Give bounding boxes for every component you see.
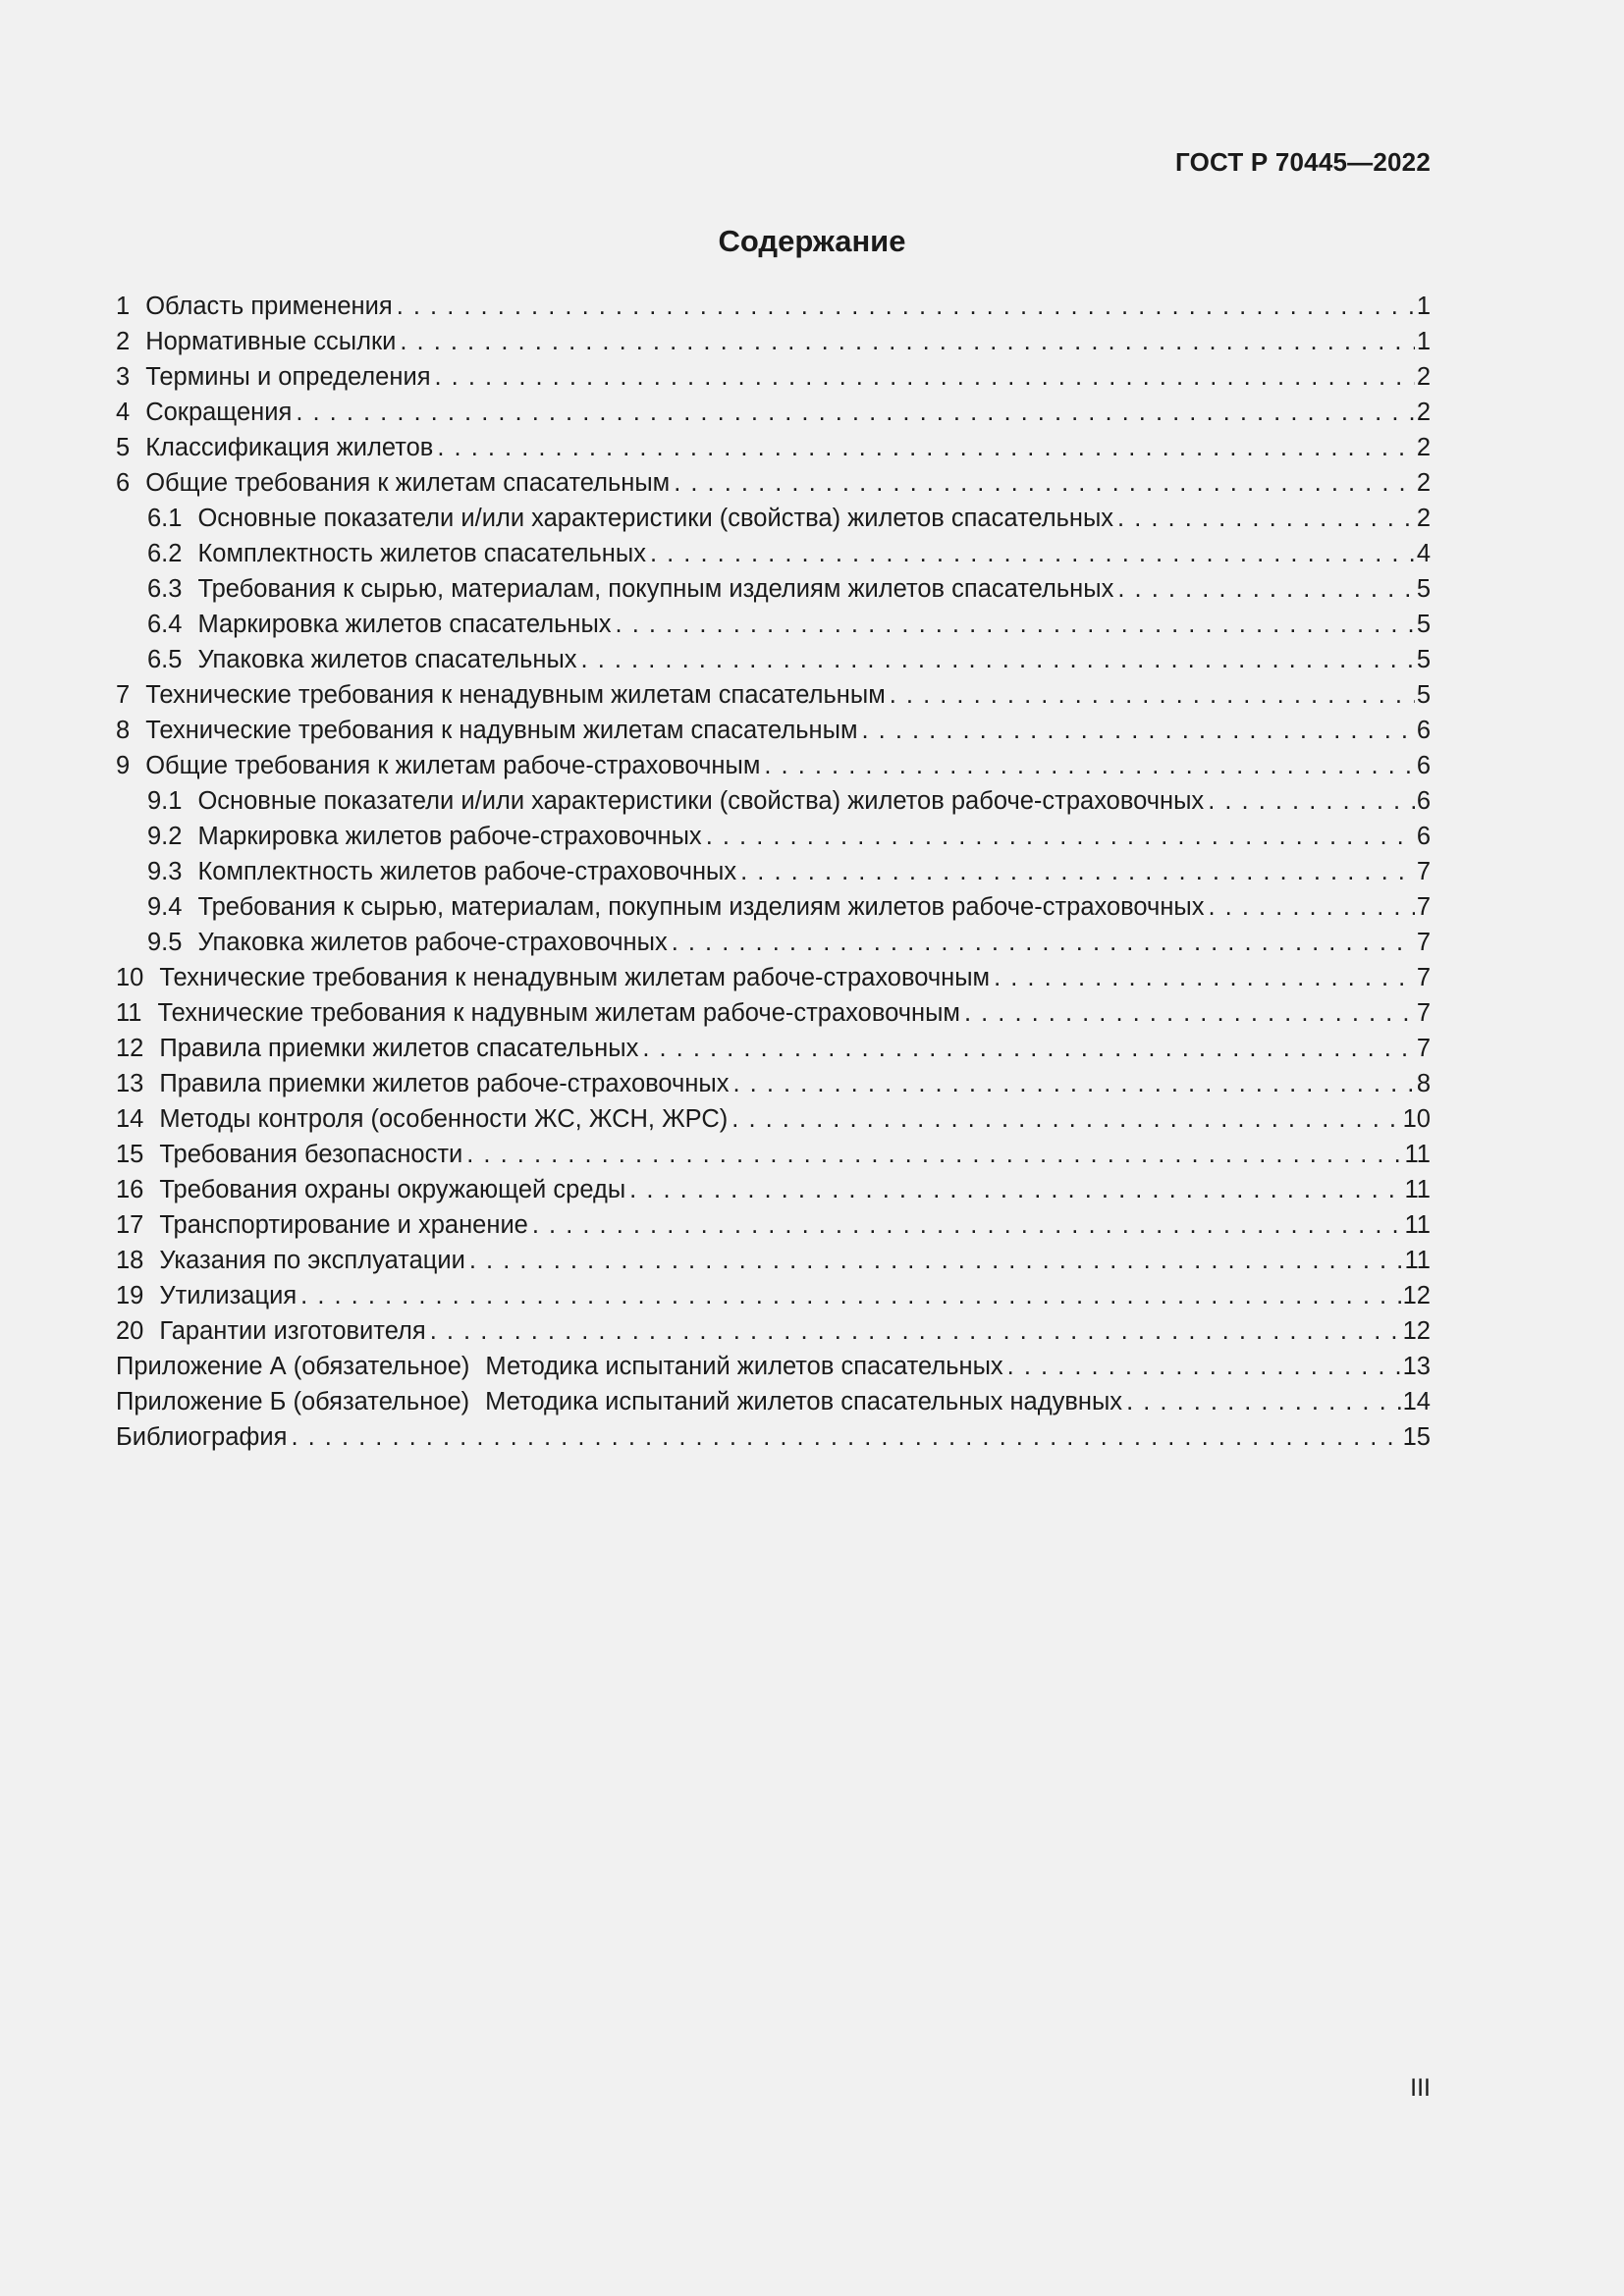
toc-entry-label: Общие требования к жилетам рабоче-страховочным: [145, 752, 761, 779]
toc-entry-number: 9.2: [147, 823, 183, 850]
toc-entry-label: Требования безопасности: [159, 1141, 463, 1168]
toc-entry-page: 7: [1416, 929, 1431, 956]
toc-entry-page: 2: [1416, 505, 1431, 532]
toc-entry[interactable]: [116, 642, 1431, 677]
toc-entry-number: 15: [116, 1141, 144, 1168]
toc-entry-number: 6.3: [147, 575, 183, 603]
toc-entry[interactable]: [116, 430, 1431, 465]
toc-entry-label: Утилизация: [159, 1282, 298, 1309]
toc-entry[interactable]: [116, 748, 1431, 783]
toc-entry-title: [147, 819, 702, 854]
toc-entry-page: 6: [1416, 717, 1431, 744]
toc-entry[interactable]: [116, 854, 1431, 889]
toc-entry[interactable]: [116, 677, 1431, 713]
toc-entry-number: 11: [116, 999, 142, 1027]
toc-entry-title: [116, 1066, 729, 1101]
toc-dot-leader: [616, 607, 1415, 642]
toc-entry-page: 12: [1402, 1317, 1431, 1345]
toc-entry-number: 9.1: [147, 787, 183, 815]
toc-entry-title: [147, 925, 668, 960]
toc-entry[interactable]: [116, 1384, 1431, 1419]
toc-entry[interactable]: [116, 1243, 1431, 1278]
page-number: III: [1410, 2074, 1431, 2102]
toc-entry-title: [116, 1031, 638, 1066]
toc-entry-page: 4: [1416, 540, 1431, 567]
toc-dot-leader: [1117, 501, 1415, 536]
toc-dot-leader: [650, 536, 1415, 571]
toc-entry-page: 6: [1416, 823, 1431, 850]
toc-dot-leader: [642, 1031, 1414, 1066]
toc-entry-title: [116, 1349, 1003, 1384]
toc-entry-title: [147, 889, 1205, 925]
toc-entry-label: Общие требования к жилетам спасательным: [145, 469, 671, 497]
toc-entry-number: 9.3: [147, 858, 183, 885]
toc-entry-label: Библиография: [116, 1423, 288, 1451]
toc-entry-title: [116, 430, 433, 465]
toc-dot-leader: [1208, 783, 1415, 819]
toc-entry-title: [116, 1384, 1122, 1419]
toc-dot-leader: [994, 960, 1415, 995]
toc-entry-number: 7: [116, 681, 131, 709]
toc-entry-label: Технические требования к ненадувным жилетам спасательным: [145, 681, 886, 709]
toc-entry-number: 9.4: [147, 893, 183, 921]
toc-entry[interactable]: [116, 889, 1431, 925]
toc-entry-label: Методика испытаний жилетов спасательных надувных: [485, 1388, 1123, 1415]
toc-dot-leader: [430, 1313, 1401, 1349]
toc-entry-title: [147, 536, 646, 571]
toc-entry-title: [147, 501, 1113, 536]
toc-dot-leader: [732, 1066, 1414, 1101]
toc-entry-label: Технические требования к ненадувным жилетам рабоче-страховочным: [159, 964, 991, 991]
toc-entry-label: Основные показатели и/или характеристики (свойства) жилетов рабоче-страховочных: [197, 787, 1205, 815]
toc-entry-number: 5: [116, 434, 131, 461]
toc-entry[interactable]: [116, 925, 1431, 960]
toc-entry-number: 12: [116, 1035, 144, 1062]
toc-entry[interactable]: [116, 536, 1431, 571]
toc-entry[interactable]: [116, 607, 1431, 642]
toc-entry-title: [116, 1207, 528, 1243]
toc-entry-title: [116, 713, 857, 748]
toc-dot-leader: [469, 1243, 1403, 1278]
toc-entry-page: 6: [1416, 752, 1431, 779]
toc-entry[interactable]: [116, 1101, 1431, 1137]
toc-dot-leader: [674, 465, 1415, 501]
toc-entry-page: 14: [1402, 1388, 1431, 1415]
toc-dot-leader: [1117, 571, 1414, 607]
toc-entry[interactable]: [116, 1031, 1431, 1066]
toc-dot-leader: [629, 1172, 1402, 1207]
toc-entry-page: 1: [1416, 293, 1431, 320]
toc-entry-label: Гарантии изготовителя: [159, 1317, 426, 1345]
toc-dot-leader: [1007, 1349, 1401, 1384]
toc-entry-page: 5: [1416, 611, 1431, 638]
toc-entry-page: 6: [1416, 787, 1431, 815]
toc-entry[interactable]: [116, 1313, 1431, 1349]
toc-dot-leader: [1126, 1384, 1401, 1419]
toc-entry-number: 9: [116, 752, 131, 779]
toc-entry-label: Технические требования к надувным жилетам спасательным: [145, 717, 858, 744]
toc-entry-number: 16: [116, 1176, 144, 1203]
toc-entry-page: 2: [1416, 399, 1431, 426]
toc-entry[interactable]: [116, 359, 1431, 395]
toc-entry-number: 19: [116, 1282, 144, 1309]
toc-entry-number: 14: [116, 1105, 144, 1133]
toc-entry[interactable]: [116, 713, 1431, 748]
toc-entry-page: 15: [1402, 1423, 1431, 1451]
toc-entry-title: [116, 960, 990, 995]
toc-entry-page: 1: [1416, 328, 1431, 355]
toc-entry-number: 4: [116, 399, 131, 426]
toc-entry-page: 11: [1404, 1211, 1431, 1239]
toc-entry-label: Технические требования к надувным жилетам рабоче-страховочным: [157, 999, 960, 1027]
toc-entry-page: 2: [1416, 363, 1431, 391]
document-code: ГОСТ Р 70445—2022: [1175, 147, 1431, 177]
toc-entry-page: 2: [1416, 434, 1431, 461]
toc-entry-title: [116, 395, 292, 430]
toc-entry-title: [147, 642, 577, 677]
toc-entry-title: [116, 1137, 462, 1172]
toc-entry-title: [116, 677, 886, 713]
toc-entry-title: [147, 607, 612, 642]
toc-entry-label: Требования охраны окружающей среды: [159, 1176, 626, 1203]
toc-entry-number: 10: [116, 964, 144, 991]
toc-entry[interactable]: [116, 571, 1431, 607]
toc-entry-label: Сокращения: [145, 399, 293, 426]
toc-entry-number: 6.4: [147, 611, 183, 638]
toc-entry-number: 6: [116, 469, 131, 497]
toc-entry-label: Упаковка жилетов рабоче-страховочных: [197, 929, 668, 956]
toc-entry-label: Комплектность жилетов рабоче-страховочных: [197, 858, 737, 885]
toc-entry-label: Классификация жилетов: [145, 434, 434, 461]
toc-entry[interactable]: [116, 1419, 1431, 1455]
toc-entry-title: [147, 854, 736, 889]
toc-entry-page: 2: [1416, 469, 1431, 497]
toc-entry-label: Требования к сырью, материалам, покупным изделиям жилетов рабоче-страховочных: [197, 893, 1205, 921]
toc-entry-title: [116, 1101, 728, 1137]
toc-entry-number: 18: [116, 1247, 144, 1274]
toc-entry[interactable]: [116, 1349, 1431, 1384]
toc-entry-label: Термины и определения: [145, 363, 431, 391]
toc-dot-leader: [397, 289, 1415, 324]
toc-entry[interactable]: [116, 1137, 1431, 1172]
toc-entry-number: 3: [116, 363, 131, 391]
toc-entry-title: [116, 324, 396, 359]
toc-entry-page: 7: [1416, 1035, 1431, 1062]
toc-entry-number: 6.5: [147, 646, 183, 673]
toc-title: Содержание: [718, 224, 906, 258]
toc-entry-title: [116, 1313, 426, 1349]
toc-dot-leader: [400, 324, 1414, 359]
toc-entry[interactable]: [116, 995, 1431, 1031]
toc-entry[interactable]: [116, 1066, 1431, 1101]
toc-entry-page: 5: [1416, 646, 1431, 673]
toc-entry-number: 20: [116, 1317, 144, 1345]
toc-dot-leader: [435, 359, 1415, 395]
toc-entry-page: 7: [1416, 858, 1431, 885]
toc-dot-leader: [437, 430, 1414, 465]
toc-entry-number: 1: [116, 293, 131, 320]
toc-entry-title: [116, 289, 393, 324]
toc-entry-number: Приложение Б (обязательное): [116, 1388, 470, 1415]
toc-entry-label: Методика испытаний жилетов спасательных: [485, 1353, 1003, 1380]
toc-entry-title: [116, 359, 431, 395]
toc-entry[interactable]: [116, 1172, 1431, 1207]
toc-dot-leader: [291, 1419, 1400, 1455]
toc-entry-number: 6.1: [147, 505, 183, 532]
toc-entry-label: Правила приемки жилетов рабоче-страховочных: [159, 1070, 730, 1097]
toc-entry-page: 5: [1416, 681, 1431, 709]
toc-entry[interactable]: [116, 960, 1431, 995]
toc-dot-leader: [964, 995, 1415, 1031]
toc-dot-leader: [731, 1101, 1400, 1137]
toc-entry-label: Комплектность жилетов спасательных: [197, 540, 646, 567]
toc-entry-label: Транспортирование и хранение: [159, 1211, 528, 1239]
toc-dot-leader: [1209, 889, 1415, 925]
toc-entry-page: 13: [1402, 1353, 1431, 1380]
toc-entry-page: 7: [1416, 999, 1431, 1027]
toc-entry-number: 8: [116, 717, 131, 744]
toc-entry-number: 6.2: [147, 540, 183, 567]
toc-entry[interactable]: [116, 501, 1431, 536]
toc-entry[interactable]: [116, 819, 1431, 854]
toc-dot-leader: [532, 1207, 1403, 1243]
toc-entry-label: Основные показатели и/или характеристики (свойства) жилетов спасательных: [197, 505, 1114, 532]
toc-entry-page: 7: [1416, 964, 1431, 991]
toc-dot-leader: [764, 748, 1414, 783]
toc-dot-leader: [672, 925, 1415, 960]
toc-entry[interactable]: [116, 324, 1431, 359]
toc-dot-leader: [296, 395, 1414, 430]
toc-entry-title: [116, 465, 670, 501]
toc-entry[interactable]: [116, 1278, 1431, 1313]
toc-dot-leader: [706, 819, 1415, 854]
toc-entry-label: Правила приемки жилетов спасательных: [159, 1035, 639, 1062]
toc-entry[interactable]: [116, 783, 1431, 819]
toc-entry-label: Методы контроля (особенности ЖС, ЖСН, ЖРС): [159, 1105, 729, 1133]
toc-entry-number: 2: [116, 328, 131, 355]
toc-entry-label: Нормативные ссылки: [145, 328, 397, 355]
toc-entry-number: 17: [116, 1211, 144, 1239]
toc-entry[interactable]: [116, 395, 1431, 430]
toc-entry[interactable]: [116, 1207, 1431, 1243]
toc-entry[interactable]: [116, 289, 1431, 324]
toc-entry-label: Требования к сырью, материалам, покупным изделиям жилетов спасательных: [197, 575, 1114, 603]
toc-entry-title: [116, 748, 760, 783]
toc-entry-title: [116, 1278, 297, 1313]
toc-dot-leader: [466, 1137, 1402, 1172]
toc-dot-leader: [861, 713, 1414, 748]
toc-dot-leader: [740, 854, 1415, 889]
toc-entry-number: 9.5: [147, 929, 183, 956]
toc-entry-page: 8: [1416, 1070, 1431, 1097]
toc-entry-number: 13: [116, 1070, 144, 1097]
toc-entry-page: 11: [1404, 1141, 1431, 1168]
toc-dot-leader: [300, 1278, 1400, 1313]
toc-entry[interactable]: [116, 465, 1431, 501]
toc-entry-label: Маркировка жилетов спасательных: [197, 611, 612, 638]
toc-entry-page: 11: [1404, 1176, 1431, 1203]
toc-entry-title: [116, 1172, 625, 1207]
toc-entry-page: 11: [1404, 1247, 1431, 1274]
toc-entry-title: [147, 783, 1204, 819]
toc-entry-title: [116, 995, 960, 1031]
toc-entry-label: Область применения: [145, 293, 393, 320]
toc-entry-label: Упаковка жилетов спасательных: [197, 646, 577, 673]
toc-entry-title: [116, 1419, 287, 1455]
toc-entry-label: Указания по эксплуатации: [159, 1247, 465, 1274]
toc-entry-page: 5: [1416, 575, 1431, 603]
toc-entry-title: [147, 571, 1113, 607]
toc-dot-leader: [581, 642, 1415, 677]
toc-dot-leader: [890, 677, 1415, 713]
toc-entry-number: Приложение А (обязательное): [116, 1353, 470, 1380]
toc-entry-page: 7: [1416, 893, 1431, 921]
table-of-contents: [116, 289, 1431, 1455]
toc-entry-page: 12: [1402, 1282, 1431, 1309]
toc-entry-label: Маркировка жилетов рабоче-страховочных: [197, 823, 702, 850]
toc-entry-page: 10: [1402, 1105, 1431, 1133]
toc-entry-title: [116, 1243, 465, 1278]
